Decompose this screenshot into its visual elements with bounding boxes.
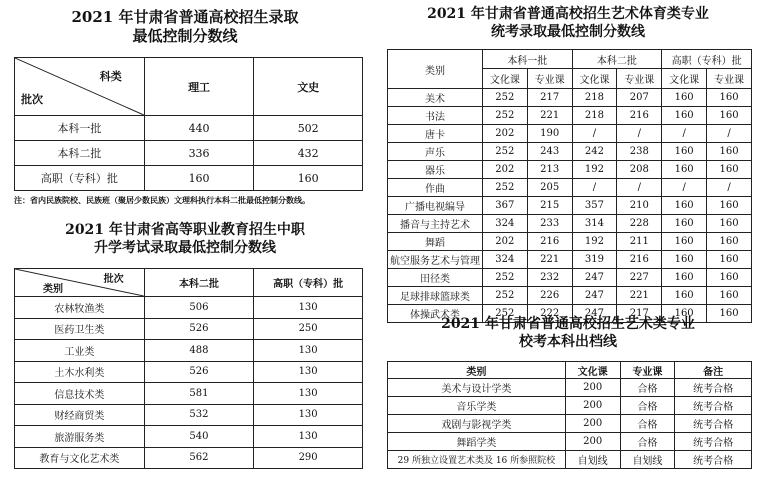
cell: 200 [565,397,620,415]
table4-title-line1: 2021 年甘肃省普通高校招生艺术类专业 [441,316,695,332]
table4-header-category: 类别 [388,362,566,379]
table3-subheader-culture: 文化课 [572,69,617,89]
cell: 247 [572,269,617,287]
row-label: 足球排球篮球类 [388,287,483,305]
cell: 统考合格 [675,433,752,451]
cell: / [662,125,707,143]
table2 [14,268,363,469]
table-row [15,383,363,405]
row-label: 舞蹈学类 [388,433,566,451]
table1-corner-bottom: 批次 [21,93,43,106]
cell: 540 [144,426,254,448]
row-label: 器乐 [388,161,483,179]
table4 [387,361,752,469]
cell: 202 [482,233,527,251]
cell: 216 [617,251,662,269]
table2-col-header-2: 高职（专科）批 [254,269,363,297]
cell: 160 [662,305,707,323]
cell: 205 [527,179,572,197]
cell: 合格 [620,433,675,451]
cell: 221 [527,107,572,125]
cell: 160 [707,233,752,251]
cell: 160 [707,143,752,161]
cell: 202 [482,125,527,143]
cell: 252 [482,287,527,305]
row-label: 播音与主持艺术 [388,215,483,233]
table1-note: 注：省内民族院校、民族班（聚居少数民族）文理科执行本科二批最低控制分数线。 [14,195,310,205]
row-label: 农林牧渔类 [15,297,145,319]
table3-subheader-culture: 文化课 [662,69,707,89]
cell: 432 [254,141,363,166]
cell: 324 [482,215,527,233]
table1-col-header-1: 理工 [144,58,254,116]
cell: 217 [617,305,662,323]
table3-subheader-major: 专业课 [617,69,662,89]
cell: 217 [527,89,572,107]
cell: 218 [572,89,617,107]
table-row [388,433,752,451]
row-label: 高职（专科）批 [15,166,145,191]
row-label: 戏剧与影视学类 [388,415,566,433]
cell: 统考合格 [675,397,752,415]
table-row [388,379,752,397]
cell: 526 [144,361,254,383]
table-row [388,415,752,433]
table4-header-major: 专业课 [620,362,675,379]
cell: 130 [254,340,363,362]
table3-subheader-major: 专业课 [527,69,572,89]
cell: 506 [144,297,254,319]
cell: 211 [617,233,662,251]
cell: 160 [144,166,254,191]
table3-group-header-2: 本科二批 [572,50,662,69]
cell: / [707,125,752,143]
cell: 440 [144,116,254,141]
cell: 488 [144,340,254,362]
row-label: 教育与文化艺术类 [15,447,145,469]
cell: 290 [254,447,363,469]
cell: 192 [572,161,617,179]
cell: 192 [572,233,617,251]
table-row [388,269,752,287]
cell: 228 [617,215,662,233]
cell: 160 [662,197,707,215]
cell: / [707,179,752,197]
cell: 319 [572,251,617,269]
table2-title-line1: 2021 年甘肃省高等职业教育招生中职 [65,222,305,238]
cell: 130 [254,361,363,383]
table1-col-header-2: 文史 [254,58,363,116]
table3-category-header: 类别 [388,50,483,89]
table2-corner-bottom: 类别 [43,284,63,295]
cell: 581 [144,383,254,405]
cell: 250 [254,318,363,340]
table-row [388,251,752,269]
row-label: 美术 [388,89,483,107]
row-label: 音乐学类 [388,397,566,415]
cell: 532 [144,404,254,426]
cell: 130 [254,297,363,319]
cell: 252 [482,107,527,125]
table1-title-line2: 最低控制分数线 [132,26,238,45]
cell: / [572,179,617,197]
row-label: 本科二批 [15,141,145,166]
cell: 200 [565,433,620,451]
cell: 336 [144,141,254,166]
table3-title-line2: 统考录取最低控制分数线 [491,24,645,41]
cell: 324 [482,251,527,269]
cell: 252 [482,269,527,287]
cell: 统考合格 [675,415,752,433]
table1-corner-cell [15,58,145,116]
table-row [15,340,363,362]
table-row [15,141,363,166]
cell: 自划线 [620,451,675,469]
cell: 合格 [620,379,675,397]
row-label: 工业类 [15,340,145,362]
cell: 226 [527,287,572,305]
cell: 200 [565,379,620,397]
cell: 160 [662,107,707,125]
cell: 233 [527,215,572,233]
cell: 218 [572,107,617,125]
cell: 208 [617,161,662,179]
table4-title [383,316,753,351]
cell: 221 [617,287,662,305]
cell: 357 [572,197,617,215]
row-label: 美术与设计学类 [388,379,566,397]
cell: 160 [662,269,707,287]
cell: 160 [707,251,752,269]
table1-corner-top: 科类 [99,70,122,83]
table-row [15,426,363,448]
cell: 222 [527,305,572,323]
cell: 160 [707,215,752,233]
row-label: 唐卡 [388,125,483,143]
cell: 160 [707,269,752,287]
cell: 243 [527,143,572,161]
cell: 160 [662,233,707,251]
cell: 367 [482,197,527,215]
cell: 130 [254,426,363,448]
cell: / [572,125,617,143]
table3-group-header-1: 本科一批 [482,50,572,69]
cell: 216 [527,233,572,251]
cell: 160 [254,166,363,191]
cell: 562 [144,447,254,469]
table-row [15,166,363,191]
cell: 526 [144,318,254,340]
cell: / [617,125,662,143]
table-row [388,451,752,469]
table3-group-header-3: 高职（专科）批 [662,50,752,69]
cell: 160 [662,89,707,107]
cell: 252 [482,305,527,323]
row-label: 田径类 [388,269,483,287]
cell: 130 [254,404,363,426]
table-row [388,143,752,161]
cell: 242 [572,143,617,161]
table2-title-line2: 升学考试录取最低控制分数线 [94,239,276,256]
table4-header-culture: 文化课 [565,362,620,379]
row-label: 旅游服务类 [15,426,145,448]
table2-corner-cell [15,269,145,297]
table-row [388,107,752,125]
cell: 252 [482,179,527,197]
row-label: 舞蹈 [388,233,483,251]
row-label: 航空服务艺术与管理 [388,251,483,269]
table-row [388,397,752,415]
cell: 200 [565,415,620,433]
cell: 314 [572,215,617,233]
cell: 160 [662,143,707,161]
table1-title-line1: 2021 年甘肃省普通高校招生录取 [71,8,299,26]
row-label: 财经商贸类 [15,404,145,426]
table3 [387,49,752,323]
cell: 190 [527,125,572,143]
table1-title [10,8,360,46]
table3-title-line1: 2021 年甘肃省普通高校招生艺术体育类专业 [427,6,709,22]
cell: 252 [482,89,527,107]
table3-subheader-major: 专业课 [707,69,752,89]
cell: 221 [527,251,572,269]
row-label: 土木水利类 [15,361,145,383]
table4-title-line2: 校考本科出档线 [519,333,617,350]
row-label: 广播电视编导 [388,197,483,215]
row-label: 本科一批 [15,116,145,141]
cell: 160 [707,107,752,125]
cell: 自划线 [565,451,620,469]
cell: 227 [617,269,662,287]
cell: 247 [572,305,617,323]
table-row [388,125,752,143]
cell: 160 [707,161,752,179]
cell: 207 [617,89,662,107]
table-row [15,447,363,469]
row-label: 体操武术类 [388,305,483,323]
cell: 247 [572,287,617,305]
cell: 合格 [620,415,675,433]
cell: 160 [707,197,752,215]
table-row [388,215,752,233]
table-row [388,179,752,197]
table-row [15,318,363,340]
cell: 160 [662,215,707,233]
table-row [15,404,363,426]
cell: 215 [527,197,572,215]
cell: 160 [707,89,752,107]
table-row [15,297,363,319]
table-row [15,361,363,383]
cell: 统考合格 [675,451,752,469]
cell: 160 [662,161,707,179]
row-label: 信息技术类 [15,383,145,405]
cell: / [662,179,707,197]
table-row [388,287,752,305]
cell: 160 [707,305,752,323]
cell: 238 [617,143,662,161]
row-label: 作曲 [388,179,483,197]
cell: 160 [662,251,707,269]
cell: 232 [527,269,572,287]
table2-corner-top: 批次 [103,274,124,285]
table1 [14,57,363,191]
table-row [15,116,363,141]
table-row [388,89,752,107]
cell: 202 [482,161,527,179]
row-label: 29 所独立设置艺术类及 16 所参照院校 [388,451,566,469]
table3-title [383,5,753,41]
table2-title [10,222,360,257]
cell: 216 [617,107,662,125]
cell: 统考合格 [675,379,752,397]
table2-col-header-1: 本科二批 [144,269,254,297]
cell: 160 [707,287,752,305]
row-label: 医药卫生类 [15,318,145,340]
cell: 502 [254,116,363,141]
row-label: 书法 [388,107,483,125]
cell: 213 [527,161,572,179]
cell: 160 [662,287,707,305]
cell: 130 [254,383,363,405]
cell: 合格 [620,397,675,415]
table-row [388,233,752,251]
table-row [388,161,752,179]
table4-header-remark: 备注 [675,362,752,379]
cell: / [617,179,662,197]
row-label: 声乐 [388,143,483,161]
table3-subheader-culture: 文化课 [482,69,527,89]
cell: 210 [617,197,662,215]
cell: 252 [482,143,527,161]
table-row [388,197,752,215]
